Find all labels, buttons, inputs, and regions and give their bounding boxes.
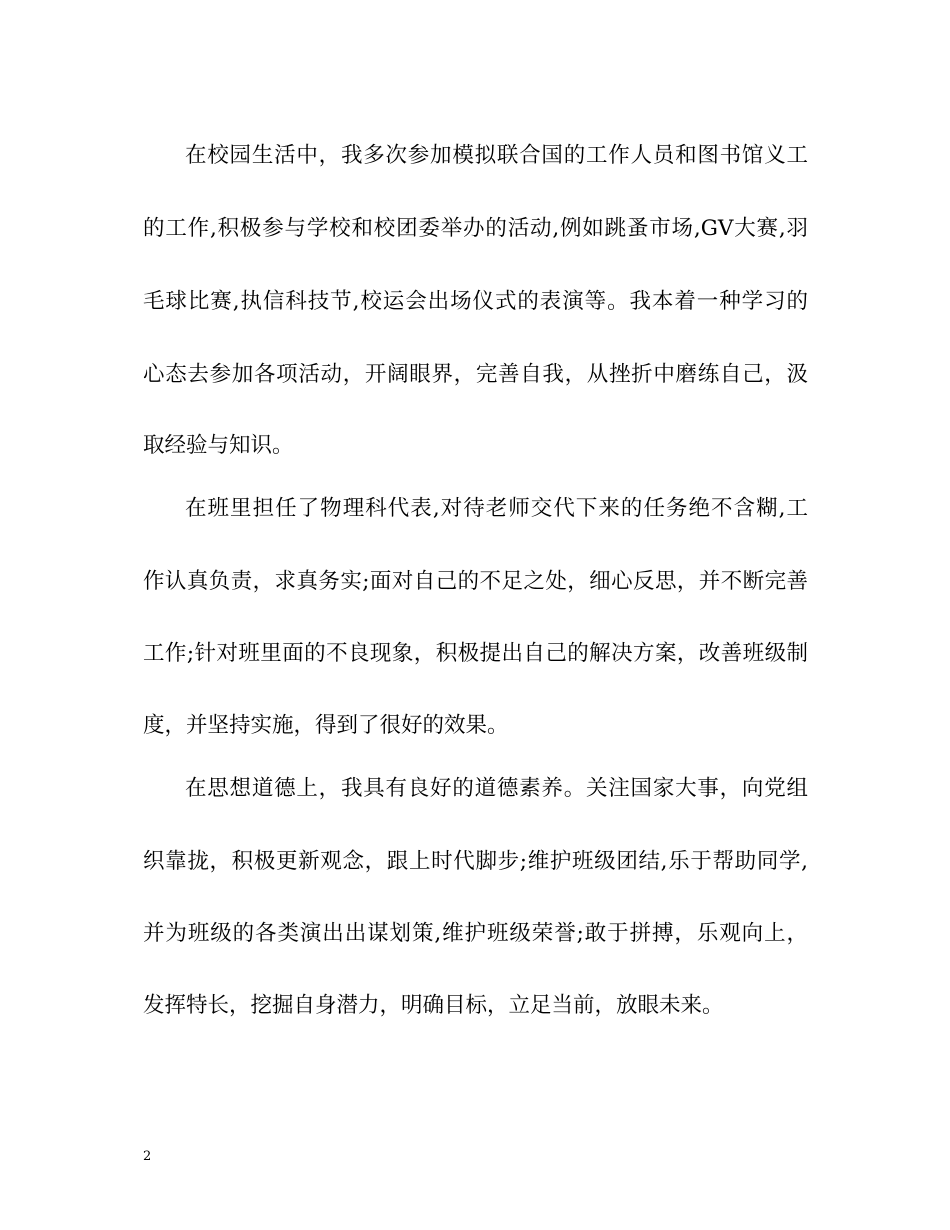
paragraph-2-line-2: 作认真负责，求真务实;面对自己的不足之处，细心反思，并不断完善 — [143, 569, 808, 594]
paragraph-1-line-5: 取经验与知识。 — [143, 433, 294, 458]
paragraph-1-line-4: 心态去参加各项活动，开阔眼界，完善自我，从挫折中磨练自己，汲 — [143, 362, 808, 387]
paragraph-1-line-1: 在校园生活中，我多次参加模拟联合国的工作人员和图书馆义工 — [185, 143, 808, 168]
paragraph-3-line-3: 并为班级的各类演出出谋划策,维护班级荣誉;敢于拼搏，乐观向上， — [143, 921, 808, 946]
paragraph-2-line-3: 工作;针对班里面的不良现象，积极提出自己的解决方案，改善班级制 — [143, 641, 808, 666]
page-number: 2 — [143, 1149, 152, 1164]
paragraph-3-line-4: 发挥特长，挖掘自身潜力，明确目标，立足当前，放眼未来。 — [143, 993, 724, 1018]
paragraph-1-line-3: 毛球比赛,执信科技节,校运会出场仪式的表演等。我本着一种学习的 — [143, 289, 808, 314]
paragraph-2-line-1: 在班里担任了物理科代表,对待老师交代下来的任务绝不含糊,工 — [185, 496, 808, 521]
paragraph-2-line-4: 度，并坚持实施，得到了很好的效果。 — [143, 713, 509, 738]
paragraph-3-line-2: 织靠拢，积极更新观念，跟上时代脚步;维护班级团结,乐于帮助同学, — [143, 849, 808, 874]
paragraph-3-line-1: 在思想道德上，我具有良好的道德素养。关注国家大事，向党组 — [185, 776, 808, 801]
paragraph-1-line-2: 的工作,积极参与学校和校团委举办的活动,例如跳蚤市场,GV大赛,羽 — [143, 216, 808, 241]
